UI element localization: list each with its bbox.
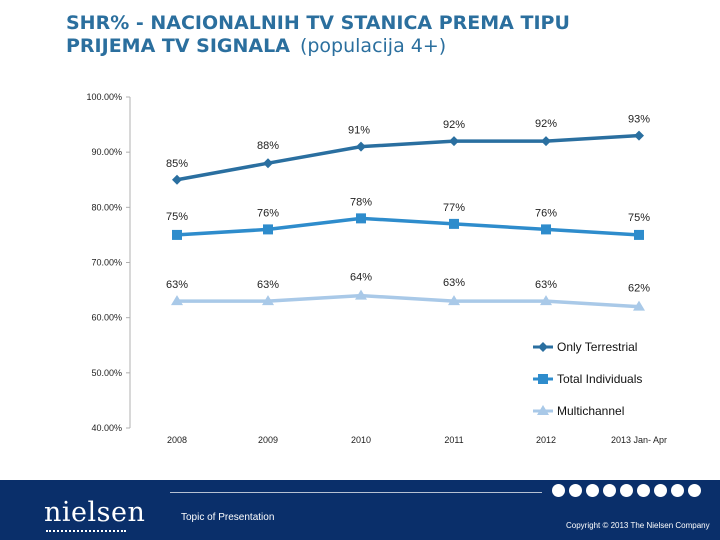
data-point-diamond <box>634 131 644 141</box>
x-tick-label: 2010 <box>350 435 372 445</box>
x-tick-label: 2008 <box>166 435 188 445</box>
y-tick-label: 90.00% <box>91 147 122 158</box>
data-point-diamond <box>541 136 551 146</box>
data-label: 93% <box>627 113 651 126</box>
copyright-text: Copyright © 2013 The Nielsen Company <box>566 521 710 530</box>
data-label: 77% <box>442 201 466 214</box>
data-label: 88% <box>256 140 280 153</box>
footer-divider <box>170 492 542 493</box>
title-line-1: SHR% - NACIONALNIH TV STANICA PREMA TIPU <box>66 12 570 34</box>
data-label: 63% <box>165 279 189 292</box>
data-label: 76% <box>534 207 558 220</box>
data-label: 63% <box>256 279 280 292</box>
footer-dot <box>552 484 565 497</box>
data-label: 76% <box>256 207 280 220</box>
data-label: 91% <box>347 124 371 137</box>
data-point-square <box>356 213 366 223</box>
footer-dots <box>552 484 701 497</box>
series-line <box>177 136 639 180</box>
data-label: 78% <box>349 196 373 209</box>
x-tick-label: 2009 <box>257 435 279 445</box>
data-point-diamond <box>356 142 366 152</box>
data-point-diamond <box>449 136 459 146</box>
data-label: 63% <box>442 277 466 290</box>
legend-label: Only Terrestrial <box>557 340 638 354</box>
legend-label: Multichannel <box>557 404 625 418</box>
data-point-square <box>172 230 182 240</box>
topic-of-presentation: Topic of Presentation <box>181 512 275 523</box>
y-tick-label: 70.00% <box>91 257 122 268</box>
data-label: 92% <box>442 119 466 132</box>
data-label: 92% <box>534 118 558 131</box>
footer-dot <box>569 484 582 497</box>
data-point-diamond <box>172 175 182 185</box>
y-tick-label: 40.00% <box>91 423 122 433</box>
data-point-square <box>538 374 548 384</box>
y-tick-label: 50.00% <box>91 367 122 378</box>
footer-dot <box>603 484 616 497</box>
x-tick-label: 2011 <box>444 435 464 445</box>
footer-dot <box>637 484 650 497</box>
title-subtitle: (populacija 4+) <box>299 35 447 57</box>
footer-dot <box>620 484 633 497</box>
data-point-square <box>449 219 459 229</box>
footer-dot <box>586 484 599 497</box>
data-label: 75% <box>165 210 189 223</box>
legend-label: Total Individuals <box>557 372 643 386</box>
x-tick-label: 2013 Jan- Apr <box>610 435 668 445</box>
y-tick-label: 80.00% <box>91 202 122 213</box>
y-tick-label: 60.00% <box>91 312 122 323</box>
footer-dot <box>671 484 684 497</box>
data-point-diamond <box>263 158 273 168</box>
y-tick-label: 100.00% <box>86 92 122 102</box>
logo-underline-dots <box>46 530 126 534</box>
data-label: 75% <box>627 211 651 224</box>
data-label: 85% <box>165 157 189 170</box>
series-line <box>177 296 639 307</box>
data-label: 63% <box>534 279 558 292</box>
data-point-diamond <box>538 342 548 352</box>
data-point-square <box>541 224 551 234</box>
footer-dot <box>654 484 667 497</box>
nielsen-logo: nielsen <box>44 497 146 528</box>
data-label: 62% <box>627 282 651 295</box>
data-label: 64% <box>349 271 373 284</box>
footer-dot <box>688 484 701 497</box>
x-tick-label: 2012 <box>535 435 557 445</box>
data-point-square <box>263 224 273 234</box>
series-line <box>177 218 639 235</box>
data-point-square <box>634 230 644 240</box>
title-line-2: PRIJEMA TV SIGNALA <box>66 35 290 57</box>
